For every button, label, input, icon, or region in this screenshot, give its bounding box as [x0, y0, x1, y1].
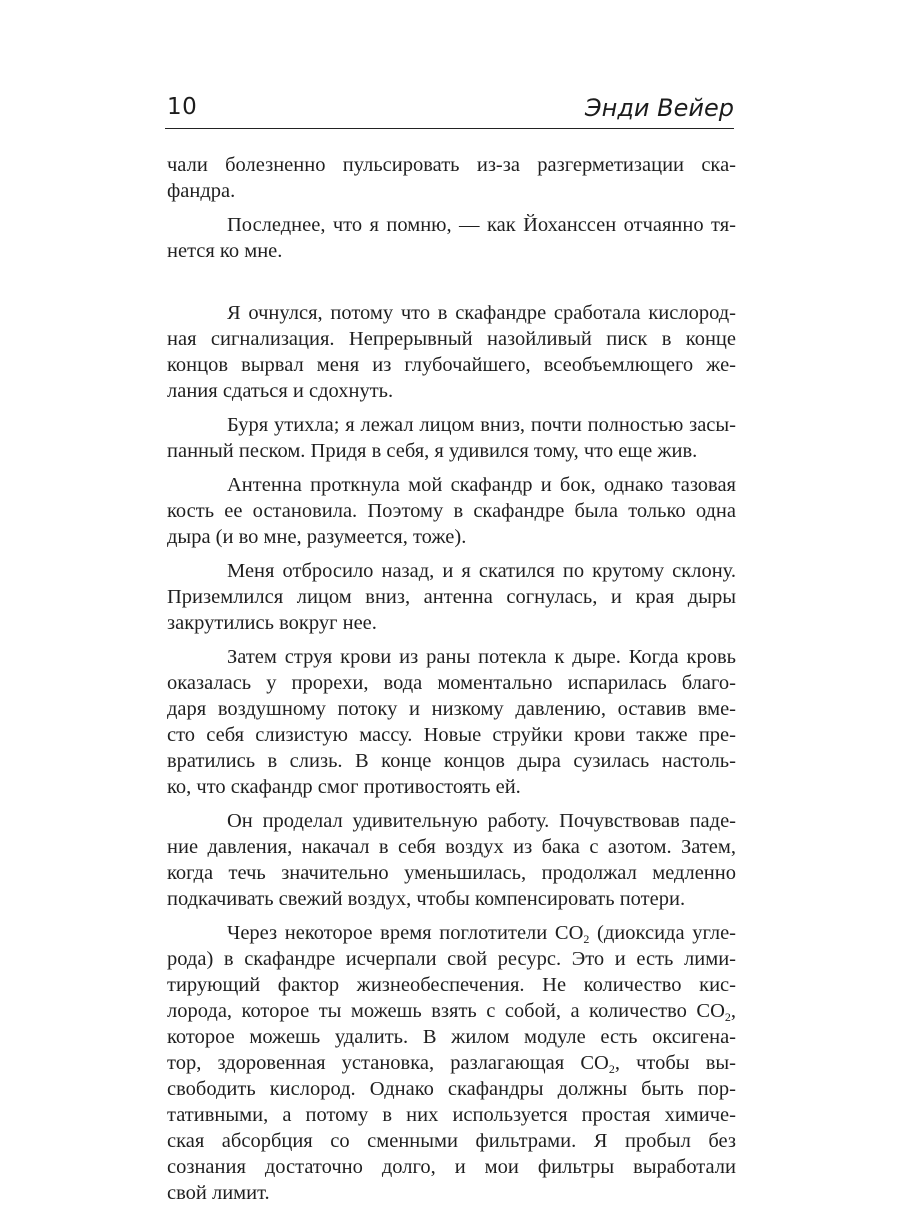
text-line: когда течь значительно уменьшилась, продолжал медленно [167, 862, 736, 884]
text-line: Я очнулся, потому что в скафандре сработала кислород- [227, 302, 736, 324]
text-line: ская абсорбция со сменными фильтрами. Я пробыл без [167, 1130, 736, 1152]
scene-break [167, 264, 736, 300]
paragraph [167, 152, 736, 204]
text-line: Буря утихла; я лежал лицом вниз, почти полностью засы- [227, 414, 736, 436]
paragraph [167, 212, 736, 264]
body-text [167, 152, 736, 1206]
text-line: Приземлился лицом вниз, антенна согнулась, и края дыры [167, 586, 736, 608]
text-line: Он проделал удивительную работу. Почувствовав паде- [227, 810, 736, 832]
running-head [165, 94, 734, 130]
text-line: подкачивать свежий воздух, чтобы компенсировать потери. [167, 888, 686, 910]
text-line: Меня отбросило назад, и я скатился по крутому склону. [227, 560, 736, 582]
text-line: чали болезненно пульсировать из-за разгерметизации ска- [167, 154, 736, 176]
text-line: ко, что скафандр смог противостоять ей. [167, 776, 521, 798]
text-line: кость ее остановила. Поэтому в скафандре была только одна [167, 500, 736, 522]
text-line: ние давления, накачал в себя воздух из бака с азотом. Затем, [167, 836, 736, 858]
text-line: Антенна проткнула мой скафандр и бок, однако тазовая [227, 474, 736, 496]
text-line: которое можешь удалить. В жилом модуле есть оксигена- [167, 1026, 736, 1048]
co2-formula: $CO_2$ [554, 922, 590, 946]
text-line: тирующий фактор жизнеобеспечения. Не количество кис- [167, 974, 736, 996]
text-line: свободить кислород. Однако скафандры должны быть пор- [167, 1078, 736, 1100]
co2-formula: $CO_2$ [580, 1052, 615, 1076]
text-line: сто себя слизистую массу. Новые струйки крови также пре- [167, 724, 736, 746]
text-line: концов вырвал меня из глубочайшего, всеобъемлющего же- [167, 354, 736, 376]
text-line: сознания достаточно долго, и мои фильтры выработали [167, 1156, 736, 1178]
paragraph [167, 558, 736, 636]
text-run: тор, здоровенная установка, разлагающая [167, 1052, 581, 1074]
text-line: рода) в скафандре исчерпали свой ресурс. Это и есть лими- [167, 948, 736, 970]
text-line: нется ко мне. [167, 240, 283, 262]
paragraph [167, 472, 736, 550]
text-line: даря воздушному потоку и низкому давлению, оставив вме- [167, 698, 736, 720]
text-line: вратились в слизь. В конце концов дыра сузилась настоль- [167, 750, 736, 772]
paragraph [167, 920, 736, 1206]
text-line: лания сдаться и сдохнуть. [167, 380, 394, 402]
co2-formula: $CO_2$ [696, 1000, 731, 1024]
paragraph [167, 412, 736, 464]
text-line: тативными, а потому в них используется простая химиче- [167, 1104, 736, 1126]
text-run: , чтобы вы- [614, 1052, 736, 1074]
paragraph [167, 300, 736, 404]
paragraph [167, 808, 736, 912]
text-line: оказалась у прорехи, вода моментально испарилась благо- [167, 672, 736, 694]
text-line [167, 998, 736, 1024]
page-number: 10 [167, 94, 198, 120]
text-run: (диоксида угле- [589, 922, 736, 944]
text-line [167, 1050, 736, 1076]
header-rule [165, 128, 734, 129]
author-name: Энди Вейер [584, 94, 734, 122]
text-line: Последнее, что я помню, — как Йоханссен отчаянно тя- [227, 214, 736, 236]
text-line: панный песком. Придя в себя, я удивился тому, что еще жив. [167, 440, 698, 462]
text-line: Затем струя крови из раны потекла к дыре. Когда кровь [227, 646, 736, 668]
text-line [167, 920, 736, 946]
text-run: Через некоторое время поглотители [227, 922, 555, 944]
text-line: фандра. [167, 180, 236, 202]
text-run: , [730, 1000, 736, 1022]
paragraph [167, 644, 736, 800]
text-line: дыра (и во мне, разумеется, тоже). [167, 526, 467, 548]
text-line: свой лимит. [167, 1182, 270, 1204]
text-line: закрутились вокруг нее. [167, 612, 377, 634]
text-line: ная сигнализация. Непрерывный назойливый писк в конце [167, 328, 736, 350]
text-run: лорода, которое ты можешь взять с собой, а количество [167, 1000, 697, 1022]
